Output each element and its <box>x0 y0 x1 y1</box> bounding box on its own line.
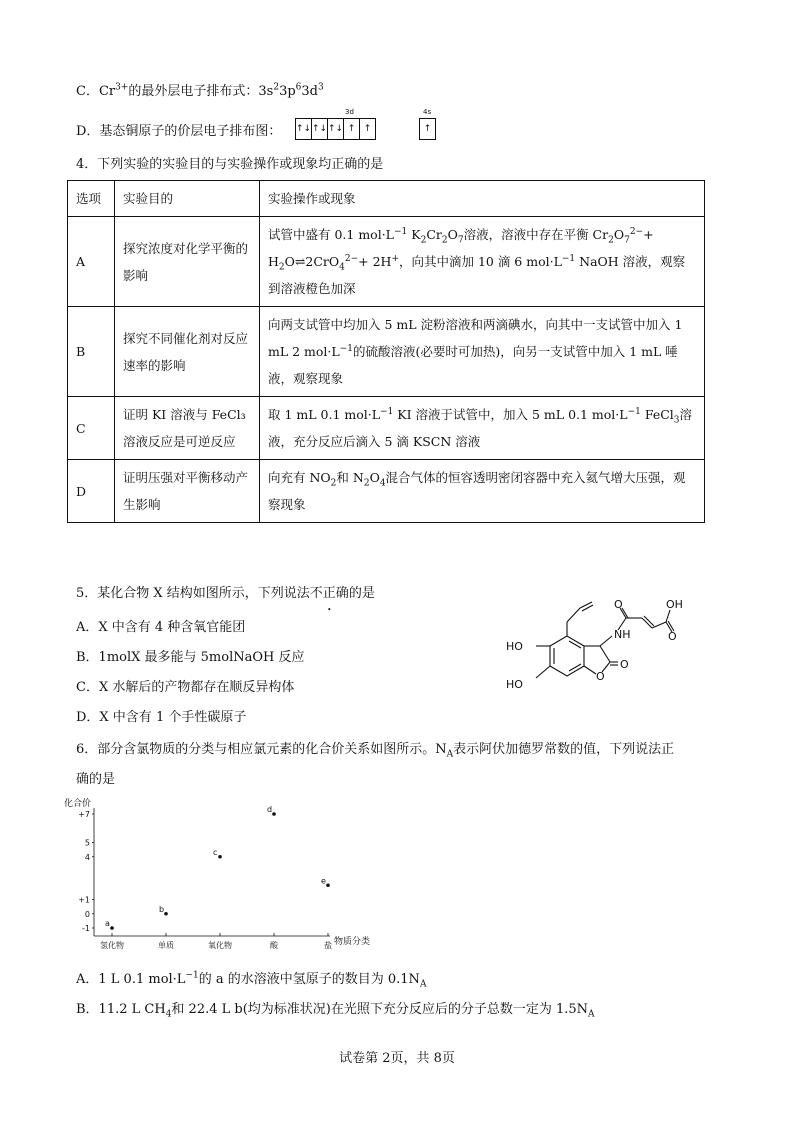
orbital-box: ↑↓ <box>327 118 344 140</box>
orbital-box: ↑↓ <box>295 118 312 140</box>
y-tick-label: 0 <box>84 909 90 919</box>
header-purpose: 实验目的 <box>115 181 260 217</box>
chlorine-valence-chart <box>60 796 400 966</box>
compound-x-structure <box>500 596 700 706</box>
data-point-label: d <box>267 805 273 814</box>
data-point-c <box>218 855 222 859</box>
q5-stem: 5．某化合物 X 结构如图所示，下列说法不正确的是 <box>76 586 375 601</box>
orbital-box: ↑↓ <box>311 118 328 140</box>
label-ho-top: HO <box>506 640 523 653</box>
label-o-carbonyl: O <box>620 658 629 671</box>
data-point-b <box>164 912 168 916</box>
x-tick-label: 氧化物 <box>208 941 232 950</box>
q5-option-b: B．1molX 最多能与 5molNaOH 反应 <box>76 650 305 665</box>
y-tick-label: +7 <box>78 810 90 819</box>
q4-stem: 4．下列实验的实验目的与实验操作或现象均正确的是 <box>76 157 384 172</box>
orbital-box: ↑ <box>359 118 376 140</box>
y-tick-label: 5 <box>84 838 90 848</box>
label-ho-bottom: HO <box>506 678 523 691</box>
q3-option-d: D．基态铜原子的价层电子排布图： <box>76 124 282 139</box>
q5-option-c: C．X 水解后的产物都存在顺反异构体 <box>76 680 295 695</box>
table-row <box>68 217 705 307</box>
chart-ylabel: 化合价 <box>64 799 92 809</box>
row-purpose: 证明 KI 溶液与 FeCl₃ 溶液反应是可逆反应 <box>115 397 260 460</box>
row-operation: 向充有 $NO_2$和 $N_2O_4$混合气体的恒容透明密闭容器中充入氦气增大压强，观察现象 <box>260 460 705 523</box>
row-option: B <box>68 307 115 397</box>
row-option: A <box>68 217 115 307</box>
orbital-3d-label: 3d <box>345 108 354 116</box>
emphasis-text: 不正确 <box>309 586 349 601</box>
orbital-4s-boxes <box>420 118 436 140</box>
x-tick-label: 氢化物 <box>100 941 124 950</box>
data-point-label: c <box>213 847 218 857</box>
q5-option-a: A．X 中含有 4 种含氧官能团 <box>76 620 246 635</box>
table-row <box>68 307 705 397</box>
x-tick-label: 酸 <box>270 941 278 950</box>
x-tick-label: 盐 <box>324 941 332 950</box>
q6-stem-line1: 6．部分含氯物质的分类与相应氯元素的化合价关系如图所示。$N_A$表示阿伏加德罗常数的值，下列说法正 <box>76 742 675 760</box>
y-tick-label: +1 <box>78 895 90 905</box>
data-point-a <box>110 926 114 930</box>
q6-option-b: B．11.2 L $CH_4$和 22.4 L b(均为标准状况)在光照下充分反应后的分子总数一定为 $1.5N_A$ <box>76 1002 595 1020</box>
row-operation: 取 1 mL 0.1 $mol\cdot L^{-1}$ KI 溶液于试管中，加入 5 mL 0.1 $mol\cdot L^{-1}$ FeCl$_3$溶液，充分反应后滴入 5 滴 KSCN 溶液 <box>260 397 705 460</box>
table-header-row <box>68 181 705 217</box>
q6-stem-line2: 确的是 <box>76 772 116 787</box>
orbital-3d-boxes <box>296 118 376 140</box>
q5-option-d: D．X 中含有 1 个手性碳原子 <box>76 710 247 725</box>
label-o-amide: O <box>614 598 623 611</box>
row-operation: 试管中盛有 0.1 $mol\cdot L^{-1}$ $K_2Cr_2O_7$溶液，溶液中存在平衡 $Cr_2O_7^{2-}+$ $H_2O\rightleftharpoons 2CrO_4^{2-}+ 2H^+$，向其中滴加 10 滴 6 $mol\cdot L^{-1}$ NaOH 溶液，观察到溶液橙色加深 <box>260 217 705 307</box>
row-purpose: 探究浓度对化学平衡的影响 <box>115 217 260 307</box>
label-o-ring: O <box>596 670 605 683</box>
data-point-label: b <box>159 904 165 914</box>
row-purpose: 证明压强对平衡移动产生影响 <box>115 460 260 523</box>
label-o-acid: O <box>668 630 677 643</box>
row-operation: 向两支试管中均加入 5 mL 淀粉溶液和两滴碘水，向其中一支试管中加入 1 mL 2 $mol\cdot L^{-1}$的硫酸溶液(必要时可加热)，向另一支试管中加入 1 mL 唾液，观察现象 <box>260 307 705 397</box>
row-purpose: 探究不同催化剂对反应速率的影响 <box>115 307 260 397</box>
header-operation: 实验操作或现象 <box>260 181 705 217</box>
q6-option-a: A．1 L 0.1 $mol\cdot L^{-1}$的 a 的水溶液中氢原子的数目为 $0.1N_A$ <box>76 970 427 990</box>
table-row <box>68 460 705 523</box>
q4-table <box>67 180 705 523</box>
q3-option-c: C．$Cr^{3+}$的最外层电子排布式：$3s^23p^63d^3$ <box>76 82 324 99</box>
label-oh: OH <box>666 598 683 611</box>
x-tick-label: 单质 <box>158 941 174 950</box>
table-row <box>68 397 705 460</box>
chart-xlabel: 物质分类 <box>334 937 371 947</box>
data-point-label: e <box>321 876 326 886</box>
header-option: 选项 <box>68 181 115 217</box>
orbital-box: ↑ <box>419 118 436 140</box>
y-tick-label: 4 <box>84 852 90 862</box>
label-nh: NH <box>614 628 631 641</box>
data-point-label: a <box>105 919 110 928</box>
data-point-d <box>272 812 276 816</box>
y-tick-label: -1 <box>82 924 90 933</box>
orbital-box: ↑ <box>343 118 360 140</box>
row-option: D <box>68 460 115 523</box>
orbital-4s-label: 4s <box>423 108 432 116</box>
page-footer: 试卷第 2页，共 8页 <box>339 1051 455 1066</box>
row-option: C <box>68 397 115 460</box>
data-point-e <box>326 883 330 887</box>
